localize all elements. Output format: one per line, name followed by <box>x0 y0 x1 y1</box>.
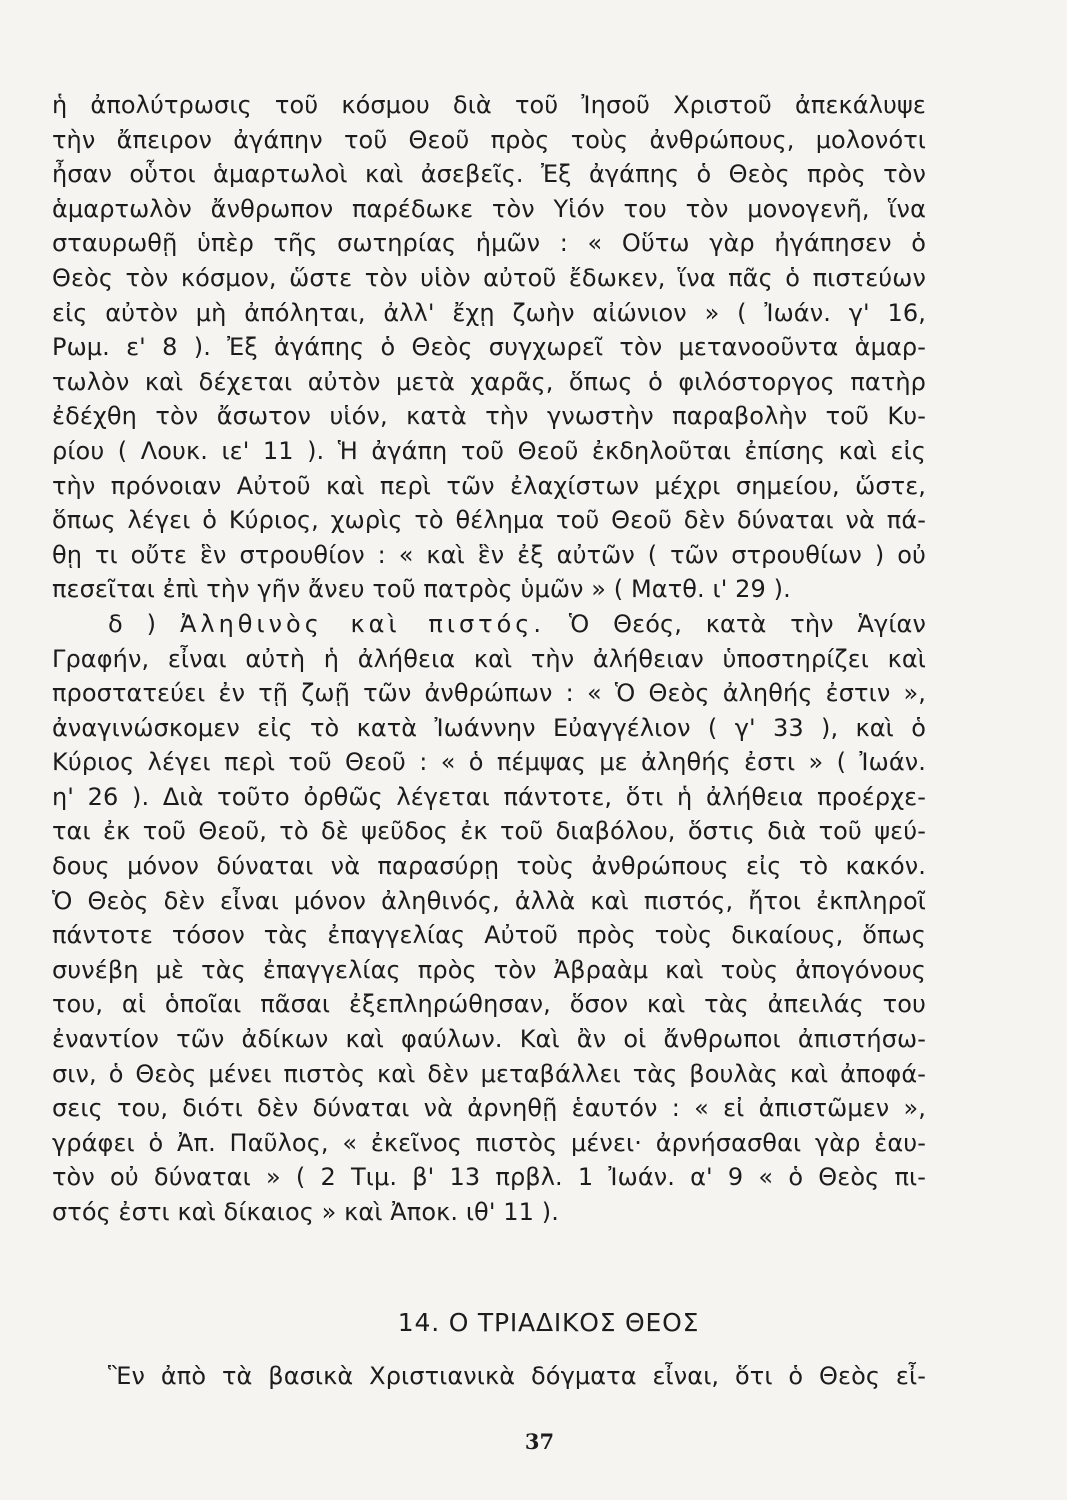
text-line: σεις του, διότι δὲν δύναται νὰ ἀρνηθῇ ἑαυτόν : « εἰ ἀπιστῶμεν », <box>52 1094 926 1123</box>
text-line: προστατεύει ἐν τῇ ζωῇ τῶν ἀνθρώπων : « Ὁ Θεὸς ἀληθής ἐστιν », <box>52 679 926 708</box>
text-line: τὸν οὐ δύναται » ( 2 Τιμ. β' 13 πρβλ. 1 Ἰωάν. α' 9 « ὁ Θεὸς πι- <box>52 1163 926 1192</box>
text-line: σιν, ὁ Θεὸς μένει πιστὸς καὶ δὲν μεταβάλλει τὰς βουλὰς καὶ ἀποφά- <box>52 1059 926 1088</box>
text-line: ἐδέχθη τὸν ἄσωτον υἱόν, κατὰ τὴν γνωστὴν παραβολὴν τοῦ Κυ- <box>52 402 926 431</box>
text-line: ἡ ἀπολύτρωσις τοῦ κόσμου διὰ τοῦ Ἰησοῦ Χριστοῦ ἀπεκάλυψε <box>52 91 926 119</box>
text-line: Κύριος λέγει περὶ τοῦ Θεοῦ : « ὁ πέμψας με ἀληθής ἐστι » ( Ἰωάν. <box>52 748 926 777</box>
text-line: Ρωμ. ε' 8 ). Ἐξ ἀγάπης ὁ Θεὸς συγχωρεῖ τὸν μετανοοῦντα ἁμαρ- <box>52 333 926 362</box>
text-line: ἀναγινώσκομεν εἰς τὸ κατὰ Ἰωάννην Εὐαγγέλιον ( γ' 33 ), καὶ ὁ <box>52 713 926 742</box>
page-number: 37 <box>524 1429 555 1454</box>
subsection-heading: Ἀληθινὸς καὶ πιστός. <box>179 609 546 638</box>
text-line: στός ἐστι καὶ δίκαιος » καὶ Ἀποκ. ιθ' 11 ). <box>52 1198 559 1226</box>
subsection-rest: Ὁ Θεός, κατὰ τὴν Ἁγίαν <box>545 609 926 638</box>
text-line: τωλὸν καὶ δέχεται αὐτὸν μετὰ χαρᾶς, ὅπως ὁ φιλόστοργος πατὴρ <box>52 367 926 396</box>
text-line: Θεὸς τὸν κόσμον, ὥστε τὸν υἱὸν αὐτοῦ ἔδωκεν, ἵνα πᾶς ὁ πιστεύων <box>52 263 926 292</box>
text-line: ται ἐκ τοῦ Θεοῦ, τὸ δὲ ψεῦδος ἐκ τοῦ διαβόλου, ὅστις διὰ τοῦ ψεύ- <box>52 817 926 846</box>
text-line: του, αἱ ὁποῖαι πᾶσαι ἐξεπληρώθησαν, ὅσον καὶ τὰς ἀπειλάς του <box>52 990 926 1019</box>
subsection-prefix: δ ) <box>108 609 180 638</box>
text-line: θῃ τι οὔτε ἓν στρουθίον : « καὶ ἓν ἐξ αὐτῶν ( τῶν στρουθίων ) οὐ <box>52 540 926 569</box>
text-line: τὴν πρόνοιαν Αὐτοῦ καὶ περὶ τῶν ἐλαχίστων μέχρι σημείου, ὥστε, <box>52 471 926 500</box>
text-line: δους μόνον δύναται νὰ παρασύρῃ τοὺς ἀνθρώπους εἰς τὸ κακόν. <box>52 852 926 881</box>
text-line: η' 26 ). Διὰ τοῦτο ὀρθῶς λέγεται πάντοτε, ὅτι ἡ ἀλήθεια προέρχε- <box>52 782 926 811</box>
text-line: σταυρωθῇ ὑπὲρ τῆς σωτηρίας ἡμῶν : « Οὕτω γὰρ ἠγάπησεν ὁ <box>52 229 926 258</box>
text-line: γράφει ὁ Ἀπ. Παῦλος, « ἐκεῖνος πιστὸς μένει· ἀρνήσασθαι γὰρ ἑαυ- <box>52 1128 926 1157</box>
text-line: Γραφήν, εἶναι αὐτὴ ἡ ἀλήθεια καὶ τὴν ἀλήθειαν ὑποστηρίζει καὶ <box>52 644 926 673</box>
text-line: συνέβη μὲ τὰς ἐπαγγελίας πρὸς τὸν Ἀβραὰμ καὶ τοὺς ἀπογόνους <box>52 955 926 984</box>
text-line: πάντοτε τόσον τὰς ἐπαγγελίας Αὐτοῦ πρὸς τοὺς δικαίους, ὅπως <box>52 921 926 950</box>
text-line: ἁμαρτωλὸν ἄνθρωπον παρέδωκε τὸν Υἱόν του τὸν μονογενῆ, ἵνα <box>52 194 926 223</box>
text-line: ὅπως λέγει ὁ Κύριος, χωρὶς τὸ θέλημα τοῦ Θεοῦ δὲν δύναται νὰ πά- <box>52 506 926 535</box>
text-line: Ὁ Θεὸς δὲν εἶναι μόνον ἀληθινός, ἀλλὰ καὶ πιστός, ἤτοι ἐκπληροῖ <box>52 886 926 915</box>
text-line: εἰς αὐτὸν μὴ ἀπόληται, ἀλλ' ἔχῃ ζωὴν αἰώνιον » ( Ἰωάν. γ' 16, <box>52 298 926 327</box>
section-title: 14. Ο ΤΡΙΑΔΙΚΟΣ ΘΕΟΣ <box>397 1308 700 1337</box>
body-text <box>52 88 926 1230</box>
subsection-line <box>52 607 926 642</box>
text-line: ἦσαν οὗτοι ἁμαρτωλοὶ καὶ ἀσεβεῖς. Ἐξ ἀγάπης ὁ Θεὸς πρὸς τὸν <box>52 160 926 189</box>
text-line: πεσεῖται ἐπὶ τὴν γῆν ἄνευ τοῦ πατρὸς ὑμῶν » ( Ματθ. ι' 29 ). <box>52 575 791 604</box>
text-line: ρίου ( Λουκ. ιε' 11 ). Ἡ ἀγάπη τοῦ Θεοῦ ἐκδηλοῦται ἐπίσης καὶ εἰς <box>52 436 926 465</box>
text-line: Ἓν ἀπὸ τὰ βασικὰ Χριστιανικὰ δόγματα εἶναι, ὅτι ὁ Θεὸς εἶ- <box>108 1362 926 1390</box>
text-line: τὴν ἄπειρον ἀγάπην τοῦ Θεοῦ πρὸς τοὺς ἀνθρώπους, μολονότι <box>52 125 926 154</box>
text-line: ἐναντίον τῶν ἀδίκων καὶ φαύλων. Καὶ ἂν οἱ ἄνθρωποι ἀπιστήσω- <box>52 1025 926 1054</box>
